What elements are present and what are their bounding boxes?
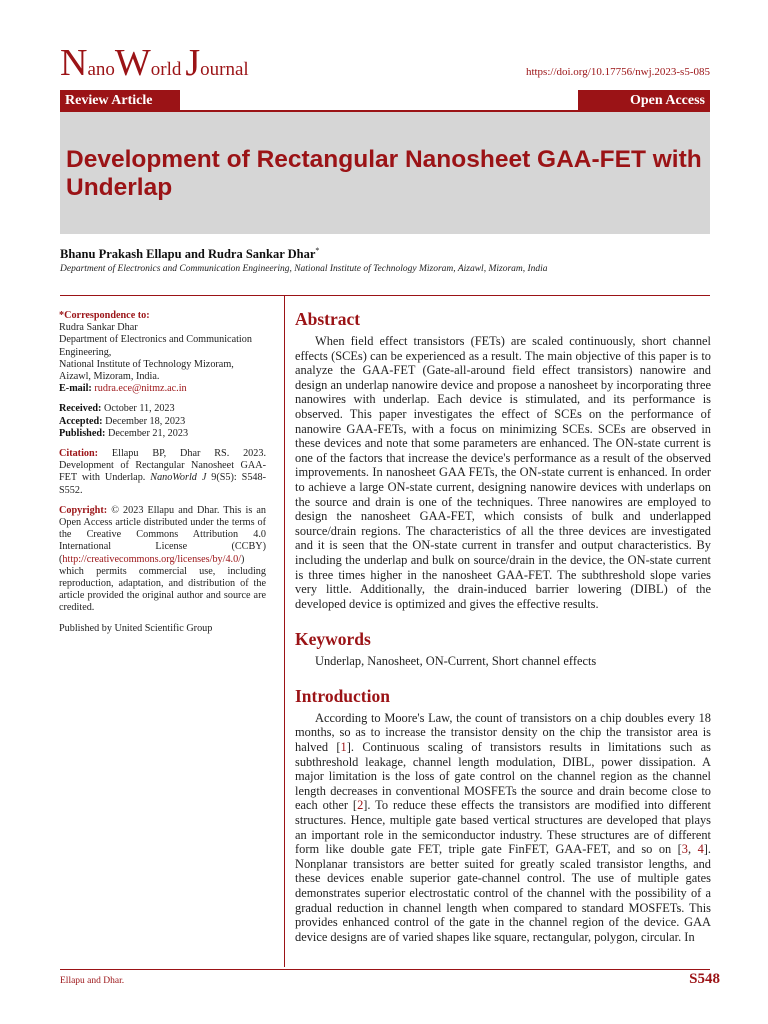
article-title: Development of Rectangular Nanosheet GAA-FET with Underlap [66,146,702,201]
page-number: S548 [689,971,720,987]
sidebar [59,310,266,635]
footer-authors: Ellapu and Dhar. [60,976,125,986]
abstract-heading: Abstract [295,309,361,329]
column-divider [284,295,285,967]
publisher-note: Published by United Scientific Group [59,622,213,634]
author-affiliation: Department of Electronics and Communication Engineering, National Institute of Technology Mizoram, Aizawl, Mizoram, India [60,264,548,274]
copyright-block: Copyright: © 2023 Ellapu and Dhar. This is an Open Access article distributed under the terms of the Creative Commons Attribution 4.0 International License (CCBY) (http://creativecommons.org/licenses/by/4.0/) which permits commercial use, including reproduction, adaptation, and distribution of the article provided the original author and source are credited. [59,504,267,614]
open-access-badge: Open Access [578,90,710,111]
abstract-text: When field effect transistors (FETs) are scaled continuously, short channel effects (SCEs) can be experienced as a result. The main objective of this paper is to analyze the GAA-FET (Gate-all-around field effect transistors) nanowire and design an underlap nanowire device and propose a nanosheet by incorporating three nanowires with underlap. Each device is stimulated, and its performance is observed. This paper investigates the effect of SCEs on the performance of nanowire GAA-FETs, with a focus on minimizing SCEs. SCEs are observed in these devices and note that some parameters are enhanced. The ON-state current is one of the factors that increase the device's performance as a result of the observed improvements. In nanosheet GAA FETs, the ON-state current is enhanced. In order to achieve a large ON-state current, designing nanowire devices with underlaps on the source and drain is one of the techniques. Three nanowires are employed to design the nanosheet GAA-FET, which consists of bulk and underlapped source/drain regions. The characteristics of all the three devices are investigated and it is seen that the ON-state current in transfer and output characteristics. By including the underlap and bulk on source/drain in the device, the ON-state current is three times higher in the nanosheet GAA-FET. The subthreshold slope varies very little. Additionally, the drain-induced barrier lowering (DIBL) of the developed device is optimized and gives the effective results. [295,334,711,611]
introduction-heading: Introduction [295,685,390,706]
doi-link[interactable]: https://doi.org/10.17756/nwj.2023-s5-085 [525,66,710,78]
section-divider [60,295,710,296]
email-link[interactable]: rudra.ece@nitmz.ac.in [94,383,187,395]
article-type-badge: Review Article [60,90,180,111]
keywords-heading: Keywords [295,629,371,650]
dates-block: Received: October 11, 2023 Accepted: December 18, 2023 Published: December 21, 2023 [59,403,189,439]
correspondence-block: *Correspondence to: Rudra Sankar Dhar Department of Electronics and Communication Engineering, National Institute of Technology Mizoram, Aizawl, Mizoram, India. E-mail: rudra.ece@nitmz.ac.in [59,310,252,395]
introduction-text: According to Moore's Law, the count of transistors on a chip doubles every 18 months, so as to increase the transistor density on the chip the transistor area is halved [1]. Continuous scaling of transistors results in limitations such as subthreshold leakage, channel length modulation, DIBL, power dissipation. A major limitation is the loss of gate control on the channel region as the channel length decreases in conventional MOSFETs the source and drain become close to each other [2]. To reduce these effects the transistors are modified into different structures. Hence, multiple gate based vertical structures are developed that plays an important role in the semiconductor industry. These structures are of different form like double gate FET, triple gate FinFET, GAA-FET, and so on [3, 4]. Nonplanar transistors are better suited for greatly scaled transistor lengths, and these devices enable superior gate-channel control. The use of multiple gates demonstrates superior electrostatic control of the channel with the possibility of a gradual reduction in channel length when compared to standard MOSFETs. This provides enhanced control of the gate in the channel region of the device. GAA device designs are of varied shapes like square, rectangular, polygon, circular. In [295,710,712,944]
author-list: Bhanu Prakash Ellapu and Rudra Sankar Dhar* [60,246,320,262]
citation-block: Citation: Ellapu BP, Dhar RS. 2023. Development of Rectangular Nanosheet GAA-FET with Underlap. NanoWorld J 9(S5): S548-S552. [59,448,267,496]
footer-rule [60,969,710,970]
citation-ref-2[interactable]: 2 [357,798,364,813]
citation-ref-3[interactable]: 3 [681,842,688,857]
journal-logo: NanoWorld Journal [60,42,249,84]
license-link[interactable]: http://creativecommons.org/licenses/by/4.0/ [62,553,242,565]
keywords-text: Underlap, Nanosheet, ON-Current, Short channel effects [315,654,597,669]
citation-ref-1[interactable]: 1 [340,740,347,755]
citation-ref-4[interactable]: 4 [697,842,704,857]
main-column [295,308,711,944]
